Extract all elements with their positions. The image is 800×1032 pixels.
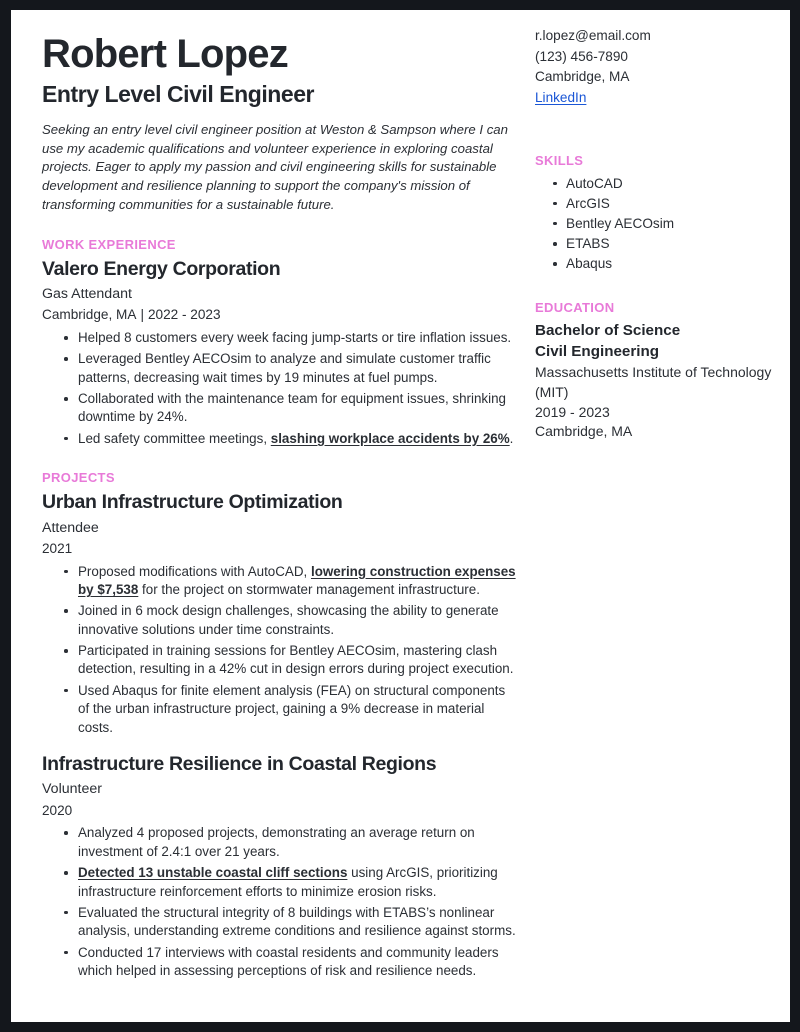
entry-organization: Valero Energy Corporation [42,257,281,280]
entry-role: Volunteer [42,781,102,798]
skill-item: Bentley AECOsim [553,214,772,234]
contact-email: r.lopez@email.com [535,28,651,43]
main-column [11,26,519,983]
bullet-item: Detected 13 unstable coastal cliff sections using ArcGIS, prioritizing infrastructure reinforcement efforts to minimize erosion risks. [64,864,519,901]
entry-dates: 2020 [42,802,73,818]
bullet-highlight: lowering construction expenses by $7,538 [78,563,516,598]
entry-role: Attendee [42,519,99,536]
projects-list [42,491,519,980]
section-heading-work-experience: WORK EXPERIENCE [42,236,176,252]
entry-location: Cambridge, MA [42,307,137,323]
bullet-item: Proposed modifications with AutoCAD, lowering construction expenses by $7,538 for the project on stormwater management infrastructure. [64,563,519,600]
resume-page [11,10,790,1022]
entry-organization: Urban Infrastructure Optimization [42,491,343,514]
work-experience-list [42,258,519,449]
bullet-highlight: slashing workplace accidents by 26% [270,430,510,446]
candidate-name: Robert Lopez [42,32,288,76]
entry-meta [42,802,519,820]
education-section [535,300,772,442]
bullet-item: Analyzed 4 proposed projects, demonstrating an average return on investment of 2.4:1 over 21 years. [64,824,519,861]
skills-section [535,153,772,275]
entry-role: Gas Attendant [42,285,132,302]
bullet-list [42,329,519,448]
education-location: Cambridge, MA [535,423,633,440]
candidate-job-title: Entry Level Civil Engineer [42,81,315,108]
bullet-item: Collaborated with the maintenance team for equipment issues, shrinking downtime by 24%. [64,390,519,427]
side-column [519,26,790,442]
entry-organization: Infrastructure Resilience in Coastal Regions [42,752,437,775]
entry-meta [42,306,519,324]
section-heading-projects: PROJECTS [42,470,115,486]
education-entry [535,321,772,442]
bullet-item: Used Abaqus for finite element analysis (FEA) on structural components of the urban infrastructure project, gaining a 9% decrease in material costs. [64,682,519,737]
entry-dates: 2021 [42,541,73,557]
contact-linkedin[interactable] [535,88,772,109]
bullet-highlight: Detected 13 unstable coastal cliff sections [78,865,348,881]
skills-list [535,174,772,275]
bullet-item: Joined in 6 mock design challenges, showcasing the ability to generate innovative solutions under time constraints. [64,602,519,639]
bullet-item: Led safety committee meetings, slashing workplace accidents by 26%. [64,430,519,448]
education-dates: 2019 - 2023 [535,403,610,420]
skill-item: Abaqus [553,254,772,274]
bullet-item: Leveraged Bentley AECOsim to analyze and simulate customer traffic patterns, decreasing wait times by 19 minutes at fuel pumps. [64,350,519,387]
education-list [535,321,772,442]
experience-entry [42,258,519,449]
experience-entry [42,491,519,737]
bullet-item: Evaluated the structural integrity of 8 buildings with ETABS’s nonlinear analysis, understanding extreme conditions and resilience against storms. [64,904,519,941]
skill-item: AutoCAD [553,174,772,194]
bullet-item: Conducted 17 interviews with coastal residents and community leaders which helped in assessing perceptions of risk and resilience needs. [64,944,519,981]
bullet-item: Helped 8 customers every week facing jump-starts or tire inflation issues. [64,329,519,347]
education-degree-line: Civil Engineering [535,343,660,360]
bullet-list [42,563,519,737]
entry-meta [42,540,519,558]
linkedin-link[interactable]: LinkedIn [535,89,587,105]
section-heading-education: EDUCATION [535,300,615,316]
section-heading-skills: SKILLS [535,152,584,168]
education-degree-line: Bachelor of Science [535,322,681,340]
education-school: Massachusetts Institute of Technology (MIT) [535,363,772,400]
entry-dates: 2022 - 2023 [147,307,221,323]
experience-entry [42,753,519,980]
skill-item: ETABS [553,234,772,254]
bullet-item: Participated in training sessions for Bentley AECOsim, mastering clash detection, resulting in a 42% cut in design errors during project execution. [64,642,519,679]
bullet-list [42,824,519,980]
skill-item: ArcGIS [553,194,772,214]
professional-summary: Seeking an entry level civil engineer position at Weston & Sampson where I can use my academic qualifications and volunteer experience in exploring coastal projects. Eager to apply my passion and civil engineering skills for sustainable development and resilience planning to support the company's mission of transforming communities for a sustainable future. [42,121,508,212]
entry-meta-separator: | [140,307,144,323]
contact-list [535,26,772,109]
contact-location: Cambridge, MA [535,69,630,85]
contact-phone: (123) 456-7890 [535,48,628,64]
